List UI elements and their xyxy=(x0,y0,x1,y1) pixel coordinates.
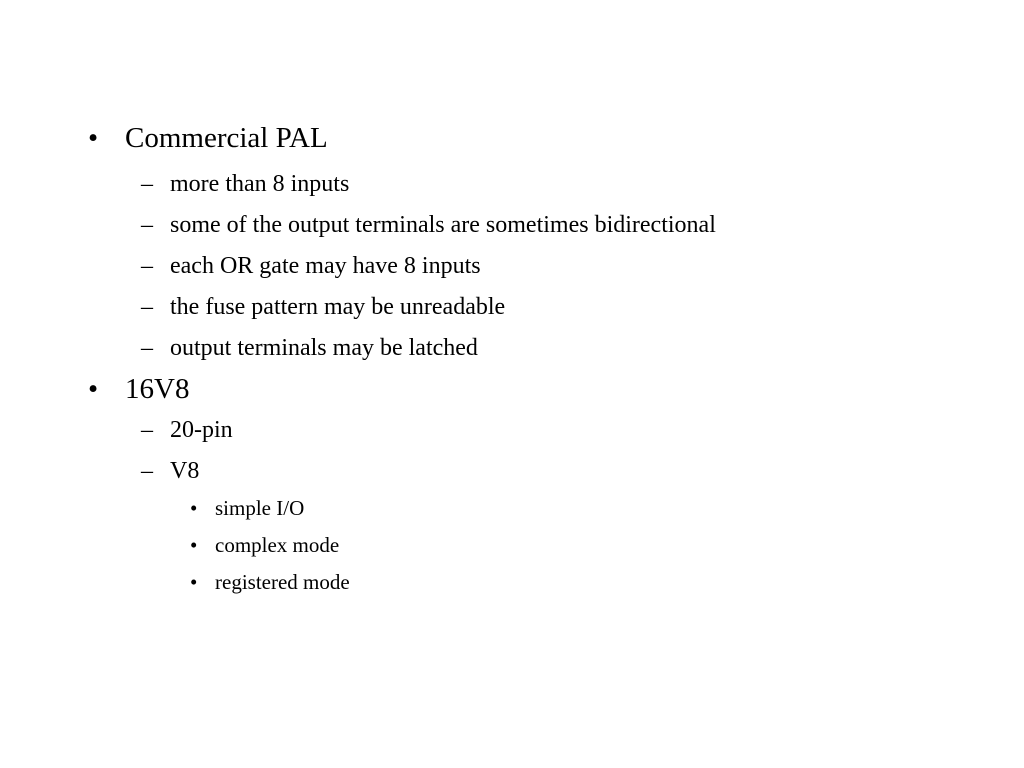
sub-bullet-text: output terminals may be latched xyxy=(170,335,478,361)
bullet-marker: • xyxy=(190,496,198,520)
sub-sub-bullet-text: simple I/O xyxy=(215,496,305,520)
sub-bullet-text: some of the output terminals are sometimes bidirectional xyxy=(170,212,716,238)
dash-marker: – xyxy=(141,212,153,238)
bullet-text: 16V8 xyxy=(125,373,190,405)
bullet-marker: • xyxy=(190,533,198,557)
dash-marker: – xyxy=(141,253,153,279)
dash-marker: – xyxy=(141,335,153,361)
dash-marker: – xyxy=(141,458,153,484)
sub-bullet-text: the fuse pattern may be unreadable xyxy=(170,294,506,320)
dash-marker: – xyxy=(141,417,153,443)
bullet-marker: • xyxy=(190,570,198,594)
sub-sub-bullet-text: registered mode xyxy=(215,570,350,594)
sub-bullet-text: V8 xyxy=(170,458,200,484)
sub-bullet-text: each OR gate may have 8 inputs xyxy=(170,253,481,279)
sub-sub-bullet-text: complex mode xyxy=(215,533,340,557)
sub-bullet-text: more than 8 inputs xyxy=(170,171,350,197)
bullet-marker: • xyxy=(88,122,99,154)
sub-bullet-text: 20-pin xyxy=(170,417,233,443)
dash-marker: – xyxy=(141,294,153,320)
dash-marker: – xyxy=(141,171,153,197)
bullet-marker: • xyxy=(88,373,99,405)
bullet-text: Commercial PAL xyxy=(125,122,328,154)
